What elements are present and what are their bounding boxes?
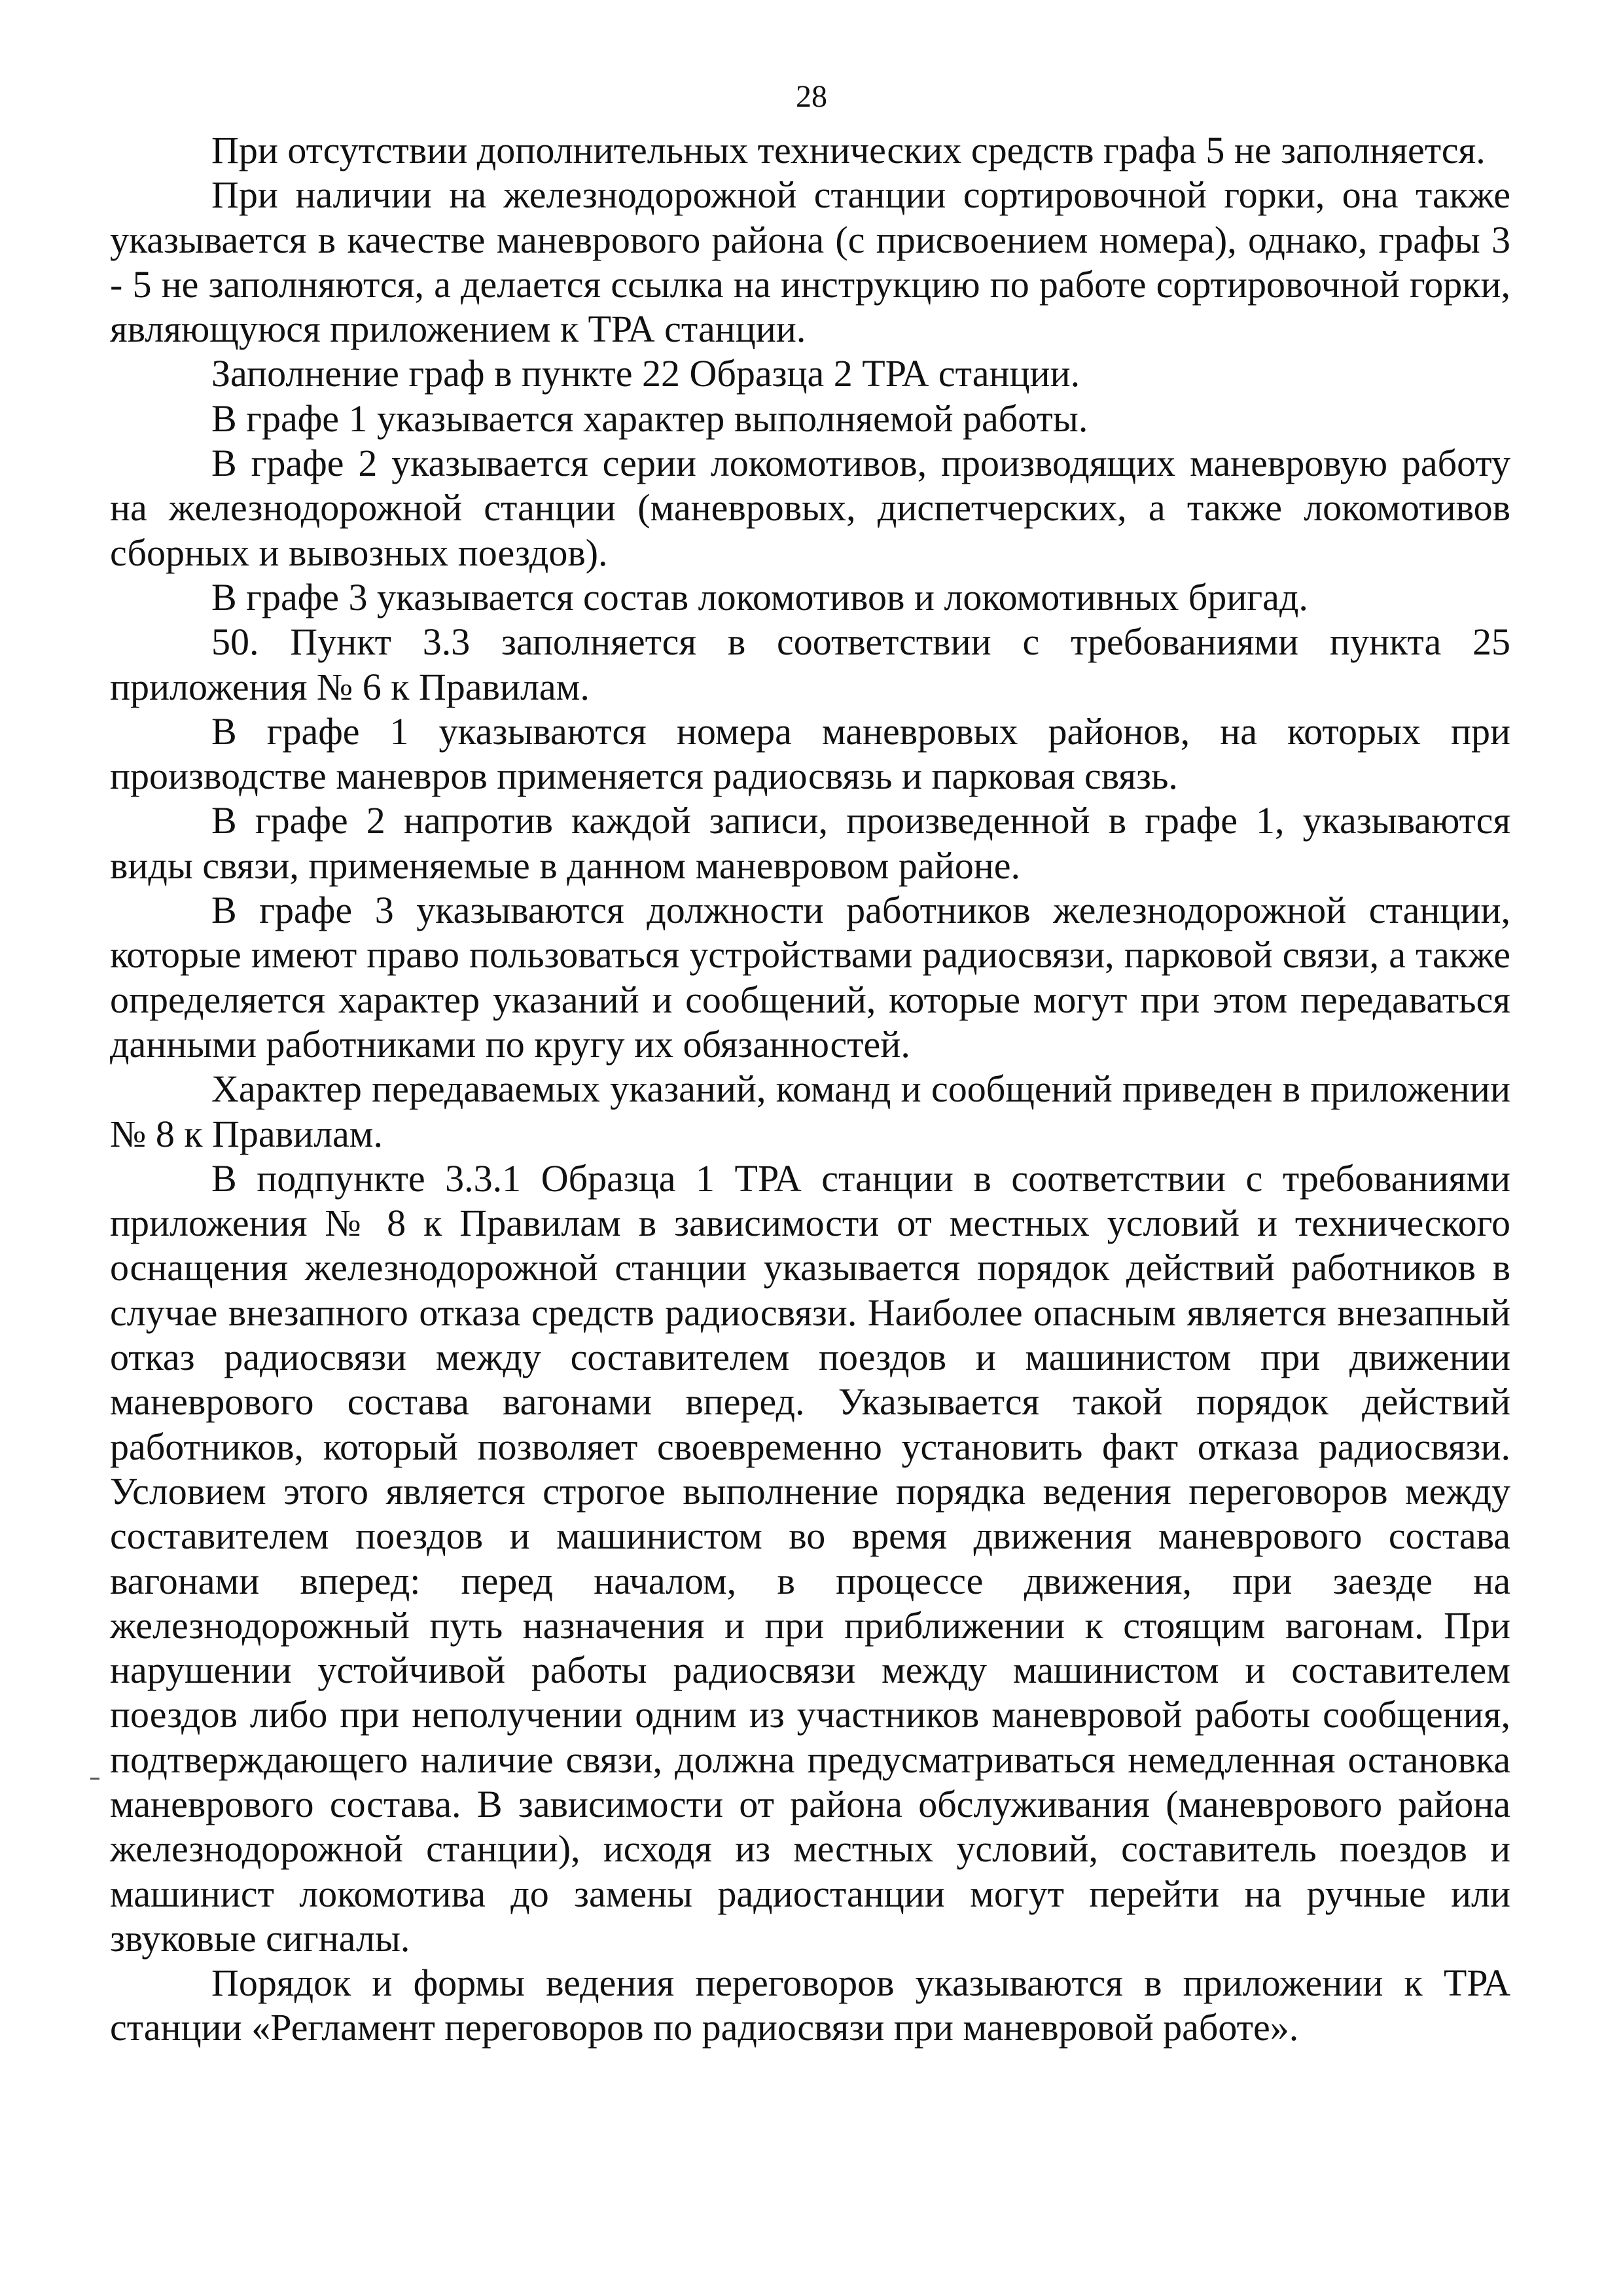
paragraph-10: В графе 3 указываются должности работников железнодорожной станции, которые имеют право пользоваться устройствами радиосвязи, парковой связи, а также определяется характер указаний и сообщений, которые могут при этом передаваться данными работниками по кругу их обязанностей. xyxy=(110,889,1510,1066)
paragraph-4: В графе 1 указывается характер выполняемой работы. xyxy=(211,397,1088,440)
paragraph-9: В графе 2 напротив каждой записи, произведенной в графе 1, указываются виды связи, применяемые в данном маневровом районе. xyxy=(110,799,1510,887)
body-text xyxy=(110,128,1510,2051)
scan-artifact-mark xyxy=(90,1778,99,1780)
paragraph-3: Заполнение граф в пункте 22 Образца 2 ТРА станции. xyxy=(211,352,1080,395)
paragraph-7: 50. Пункт 3.3 заполняется в соответствии с требованиями пункта 25 приложения № 6 к Правилам. xyxy=(110,620,1510,708)
page-number: 28 xyxy=(796,79,827,114)
paragraph-12: В подпункте 3.3.1 Образца 1 ТРА станции в соответствии с требованиями приложения № 8 к Правилам в зависимости от местных условий и технического оснащения железнодорожной станции указывается порядок действий работников в случае внезапного отказа средств радиосвязи. Наиболее опасным является внезапный отказ радиосвязи между составителем поездов и машинистом при движении маневрового состава вагонами вперед. Указывается такой порядок действий работников, который позволяет своевременно установить факт отказа радиосвязи. Условием этого является строгое выполнение порядка ведения переговоров между составителем поездов и машинистом во время движения маневрового состава вагонами вперед: перед началом, в процессе движения, при заезде на железнодорожный путь назначения и при приближении к стоящим вагонам. При нарушении устойчивой работы радиосвязи между машинистом и составителем поездов либо при неполучении одним из участников маневровой работы сообщения, подтверждающего наличие связи, должна предусматриваться немедленная остановка маневрового состава. В зависимости от района обслуживания (маневрового района железнодорожной станции), исходя из местных условий, составитель поездов и машинист локомотива до замены радиостанции могут перейти на ручные или звуковые сигналы. xyxy=(110,1157,1510,1960)
paragraph-2: При наличии на железнодорожной станции сортировочной горки, она также указывается в качестве маневрового района (с присвоением номера), однако, графы 3 - 5 не заполняются, а делается ссылка на инструкцию по работе сортировочной горки, являющуюся приложением к ТРА станции. xyxy=(110,173,1510,351)
paragraph-5: В графе 2 указывается серии локомотивов, производящих маневровую работу на железнодорожной станции (маневровых, диспетчерских, а также локомотивов сборных и вывозных поездов). xyxy=(110,442,1510,574)
paragraph-1: При отсутствии дополнительных технических средств графа 5 не заполняется. xyxy=(211,129,1486,171)
paragraph-6: В графе 3 указывается состав локомотивов и локомотивных бригад. xyxy=(211,575,1308,619)
paragraph-11: Характер передаваемых указаний, команд и сообщений приведен в приложении № 8 к Правилам. xyxy=(110,1067,1510,1155)
paragraph-8: В графе 1 указываются номера маневровых районов, на которых при производстве маневров применяется радиосвязь и парковая связь. xyxy=(110,709,1510,798)
paragraph-13: Порядок и формы ведения переговоров указываются в приложении к ТРА станции «Регламент переговоров по радиосвязи при маневровой работе». xyxy=(110,1962,1510,2049)
